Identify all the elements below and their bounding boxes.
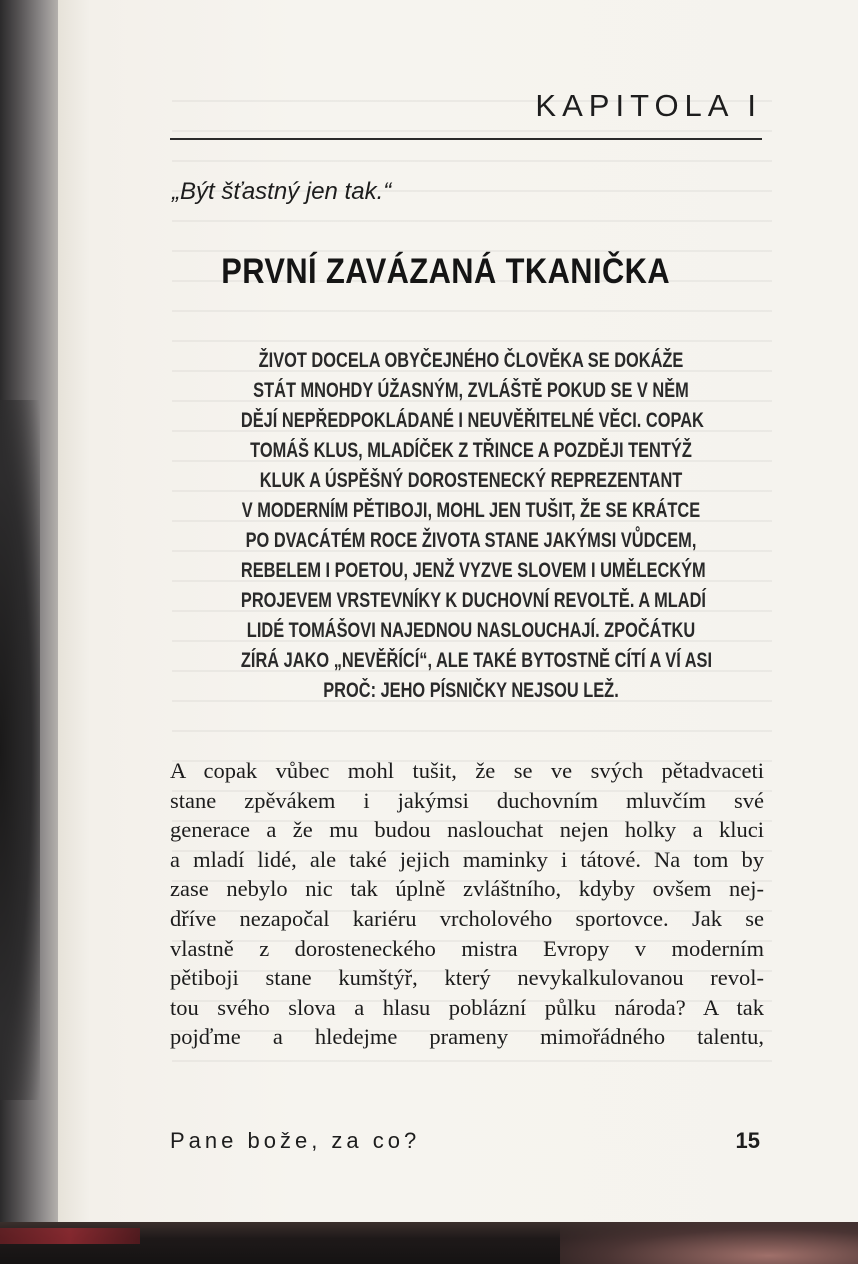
lead-line: PROJEVEM VRSTEVNÍKY K DUCHOVNÍ REVOLTĚ. A MLADÍ bbox=[240, 589, 706, 612]
background-shadow bbox=[0, 400, 40, 1100]
lead-line: KLUK A ÚSPĚŠNÝ DOROSTENECKÝ REPREZENTANT bbox=[259, 469, 683, 492]
lead-line: STÁT MNOHDY ÚŽASNÝM, ZVLÁŠTĚ POKUD SE V NĚM bbox=[253, 379, 689, 402]
body-line: tou svého slova a hlasu poblázní půlku národa? A tak bbox=[170, 994, 764, 1020]
warm-object bbox=[560, 1222, 858, 1264]
body-line: a mladí lidé, ale také jejich maminky i tátové. Na tom by bbox=[170, 846, 764, 872]
lead-line: LIDÉ TOMÁŠOVI NAJEDNOU NASLOUCHAJÍ. ZPOČÁTKU bbox=[246, 619, 696, 642]
body-line: zase nebylo nic tak úplně zvláštního, kdyby ovšem nej- bbox=[170, 876, 764, 902]
red-object bbox=[0, 1228, 140, 1244]
chapter-epigraph: „Být šťastný jen tak.“ bbox=[172, 178, 392, 205]
body-line: pětiboji stane kumštýř, který nevykalkulovanou revol- bbox=[170, 965, 764, 991]
body-line: dříve nezapočal kariéru vrcholového sportovce. Jak se bbox=[170, 905, 764, 931]
page-number: 15 bbox=[735, 1128, 760, 1153]
lead-line: ZÍRÁ JAKO „NEVĚŘÍCÍ“, ALE TAKÉ BYTOSTNĚ CÍTÍ A VÍ ASI bbox=[240, 649, 713, 672]
body-paragraph bbox=[170, 756, 764, 1052]
lead-line: PROČ: JEHO PÍSNIČKY NEJSOU LEŽ. bbox=[323, 679, 619, 702]
left-background bbox=[0, 0, 60, 1225]
bottom-background bbox=[0, 1222, 858, 1264]
lead-line: V MODERNÍM PĚTIBOJI, MOHL JEN TUŠIT, ŽE SE KRÁTCE bbox=[241, 499, 701, 522]
body-line: vlastně z dorosteneckého mistra Evropy v moderním bbox=[170, 935, 764, 961]
lead-line: TOMÁŠ KLUS, MLADÍČEK Z TŘINCE A POZDĚJI TENTÝŽ bbox=[250, 439, 692, 462]
body-line: generace a že mu budou naslouchat nejen holky a kluci bbox=[170, 817, 764, 843]
lead-line: REBELEM I POETOU, JENŽ VYZVE SLOVEM I UMĚLECKÝM bbox=[240, 559, 706, 582]
lead-line: PO DVACÁTÉM ROCE ŽIVOTA STANE JAKÝMSI VŮDCEM, bbox=[245, 529, 697, 552]
chapter-rule bbox=[170, 138, 762, 140]
body-line: pojďme a hledejme prameny mimořádného talentu, bbox=[170, 1024, 764, 1050]
running-footer-title: Pane bože, za co? bbox=[170, 1128, 421, 1153]
body-line: stane zpěvákem i jakýmsi duchovním mluvčím své bbox=[170, 787, 764, 813]
body-line: A copak vůbec mohl tušit, že se ve svých pětadvaceti bbox=[170, 758, 764, 783]
chapter-title: PRVNÍ ZAVÁZANÁ TKANIČKA bbox=[221, 252, 671, 291]
chapter-label: KAPITOLA I bbox=[535, 88, 762, 123]
lead-line: DĚJÍ NEPŘEDPOKLÁDANÉ I NEUVĚŘITELNÉ VĚCI. COPAK bbox=[240, 409, 704, 432]
lead-paragraph bbox=[176, 346, 766, 706]
lead-line: ŽIVOT DOCELA OBYČEJNÉHO ČLOVĚKA SE DOKÁŽE bbox=[258, 349, 684, 372]
